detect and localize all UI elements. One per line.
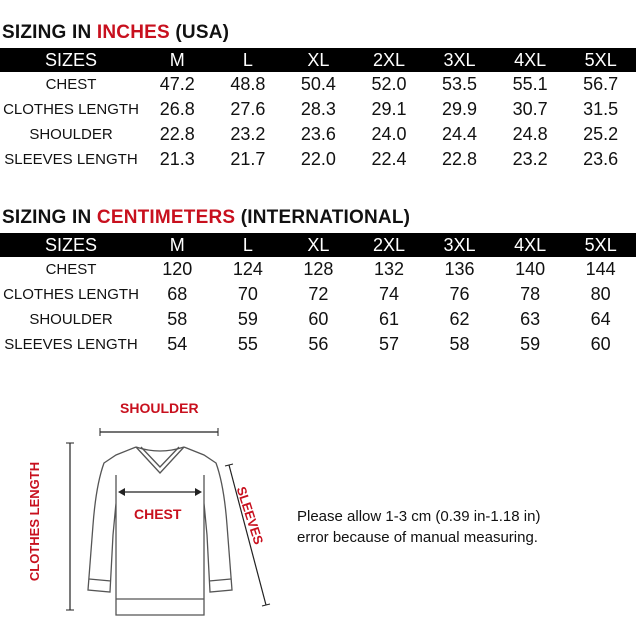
measurement-value: 59 — [237, 309, 258, 329]
measurement-value: 58 — [167, 309, 188, 329]
shoulder-label: SHOULDER — [120, 400, 199, 416]
measurement-value: 47.2 — [159, 74, 195, 94]
size-header-cell: 4XL — [495, 233, 566, 257]
measurement-value: 31.5 — [583, 99, 619, 119]
size-header-cell: XL — [283, 233, 354, 257]
table-row — [0, 147, 636, 172]
measurement-value: 55.1 — [512, 74, 548, 94]
measurement-value: 22.0 — [300, 149, 336, 169]
measurement-value: 50.4 — [300, 74, 336, 94]
measurement-value: 60 — [308, 309, 329, 329]
measurement-value: 21.3 — [159, 149, 195, 169]
table-row — [0, 97, 636, 122]
measurement-value: 62 — [449, 309, 470, 329]
chest-measure-arrow — [118, 488, 202, 496]
size-header-cell: 2XL — [354, 48, 425, 72]
sleeves-label: SLEEVES — [233, 484, 267, 547]
measurement-label: CLOTHES LENGTH — [3, 101, 139, 118]
measurement-value: 53.5 — [442, 74, 478, 94]
measurement-value: 57 — [378, 334, 399, 354]
measurement-value: 56.7 — [583, 74, 619, 94]
measurement-value: 68 — [167, 284, 188, 304]
measurement-value: 29.1 — [371, 99, 407, 119]
centimeters-size-table — [0, 233, 636, 357]
measurement-value: 30.7 — [512, 99, 548, 119]
measurement-value: 28.3 — [300, 99, 336, 119]
table-header-row — [0, 48, 636, 72]
size-header-cell: L — [213, 48, 284, 72]
size-header-cell: L — [213, 233, 284, 257]
sizes-header-cell: SIZES — [0, 233, 142, 257]
measurement-value: 23.6 — [583, 149, 619, 169]
measurement-value: 63 — [520, 309, 541, 329]
measurement-value: 24.4 — [442, 124, 478, 144]
measurement-label: CHEST — [45, 261, 97, 278]
measurement-value: 23.6 — [300, 124, 336, 144]
measurement-value: 48.8 — [230, 74, 266, 94]
measurement-value: 76 — [449, 284, 470, 304]
table-row — [0, 307, 636, 332]
measurement-value: 26.8 — [159, 99, 195, 119]
table-row — [0, 122, 636, 147]
measurement-label: SLEEVES LENGTH — [4, 151, 138, 168]
inches-section-title: SIZING IN INCHES (USA) — [2, 22, 230, 43]
measurement-value: 120 — [162, 259, 193, 279]
size-header-cell: M — [142, 48, 213, 72]
chest-label: CHEST — [134, 506, 182, 522]
measurement-value: 58 — [449, 334, 470, 354]
clothes-length-label: CLOTHES LENGTH — [27, 461, 43, 582]
size-header-cell: XL — [283, 48, 354, 72]
centimeters-section-title: SIZING IN CENTIMETERS (INTERNATIONAL) — [2, 207, 411, 228]
measurement-value: 60 — [590, 334, 611, 354]
measurement-value: 140 — [515, 259, 546, 279]
measurement-note: Please allow 1-3 cm (0.39 in-1.18 in) error because of manual measuring. — [297, 508, 541, 546]
measurement-value: 21.7 — [230, 149, 266, 169]
measurement-value: 78 — [520, 284, 541, 304]
measurement-value: 56 — [308, 334, 329, 354]
measurement-value: 24.0 — [371, 124, 407, 144]
measurement-value: 59 — [520, 334, 541, 354]
measurement-label: SHOULDER — [29, 126, 113, 143]
sweater-outline — [88, 447, 232, 615]
table-row — [0, 282, 636, 307]
measurement-label: CHEST — [45, 76, 97, 93]
measurement-value: 22.4 — [371, 149, 407, 169]
measurement-value: 25.2 — [583, 124, 619, 144]
measurement-value: 29.9 — [442, 99, 478, 119]
measurement-label: SHOULDER — [29, 311, 113, 328]
inches-size-table — [0, 48, 636, 172]
measurement-value: 136 — [444, 259, 475, 279]
measurement-value: 22.8 — [159, 124, 195, 144]
size-header-cell: 4XL — [495, 48, 566, 72]
measurement-value: 64 — [590, 309, 611, 329]
measurement-value: 74 — [378, 284, 399, 304]
measurement-value: 128 — [303, 259, 334, 279]
measurement-value: 55 — [237, 334, 258, 354]
measurement-label: SLEEVES LENGTH — [4, 336, 138, 353]
measurement-value: 24.8 — [512, 124, 548, 144]
size-header-cell: 5XL — [565, 233, 636, 257]
size-header-cell: M — [142, 233, 213, 257]
size-header-cell: 5XL — [565, 48, 636, 72]
measurement-value: 132 — [373, 259, 404, 279]
measurement-value: 124 — [232, 259, 263, 279]
measurement-value: 80 — [590, 284, 611, 304]
measurement-value: 61 — [378, 309, 399, 329]
measurement-value: 54 — [167, 334, 188, 354]
measurement-value: 23.2 — [230, 124, 266, 144]
size-header-cell: 2XL — [354, 233, 425, 257]
measurement-value: 22.8 — [442, 149, 478, 169]
measurement-label: CLOTHES LENGTH — [3, 286, 139, 303]
table-row — [0, 332, 636, 357]
measurement-value: 23.2 — [512, 149, 548, 169]
size-header-cell: 3XL — [424, 48, 495, 72]
table-row — [0, 257, 636, 282]
measurement-value: 52.0 — [371, 74, 407, 94]
table-row — [0, 72, 636, 97]
sizes-header-cell: SIZES — [0, 48, 142, 72]
measurement-value: 70 — [237, 284, 258, 304]
measurement-value: 144 — [585, 259, 616, 279]
measurement-value: 27.6 — [230, 99, 266, 119]
size-header-cell: 3XL — [424, 233, 495, 257]
table-header-row — [0, 233, 636, 257]
measurement-value: 72 — [308, 284, 329, 304]
